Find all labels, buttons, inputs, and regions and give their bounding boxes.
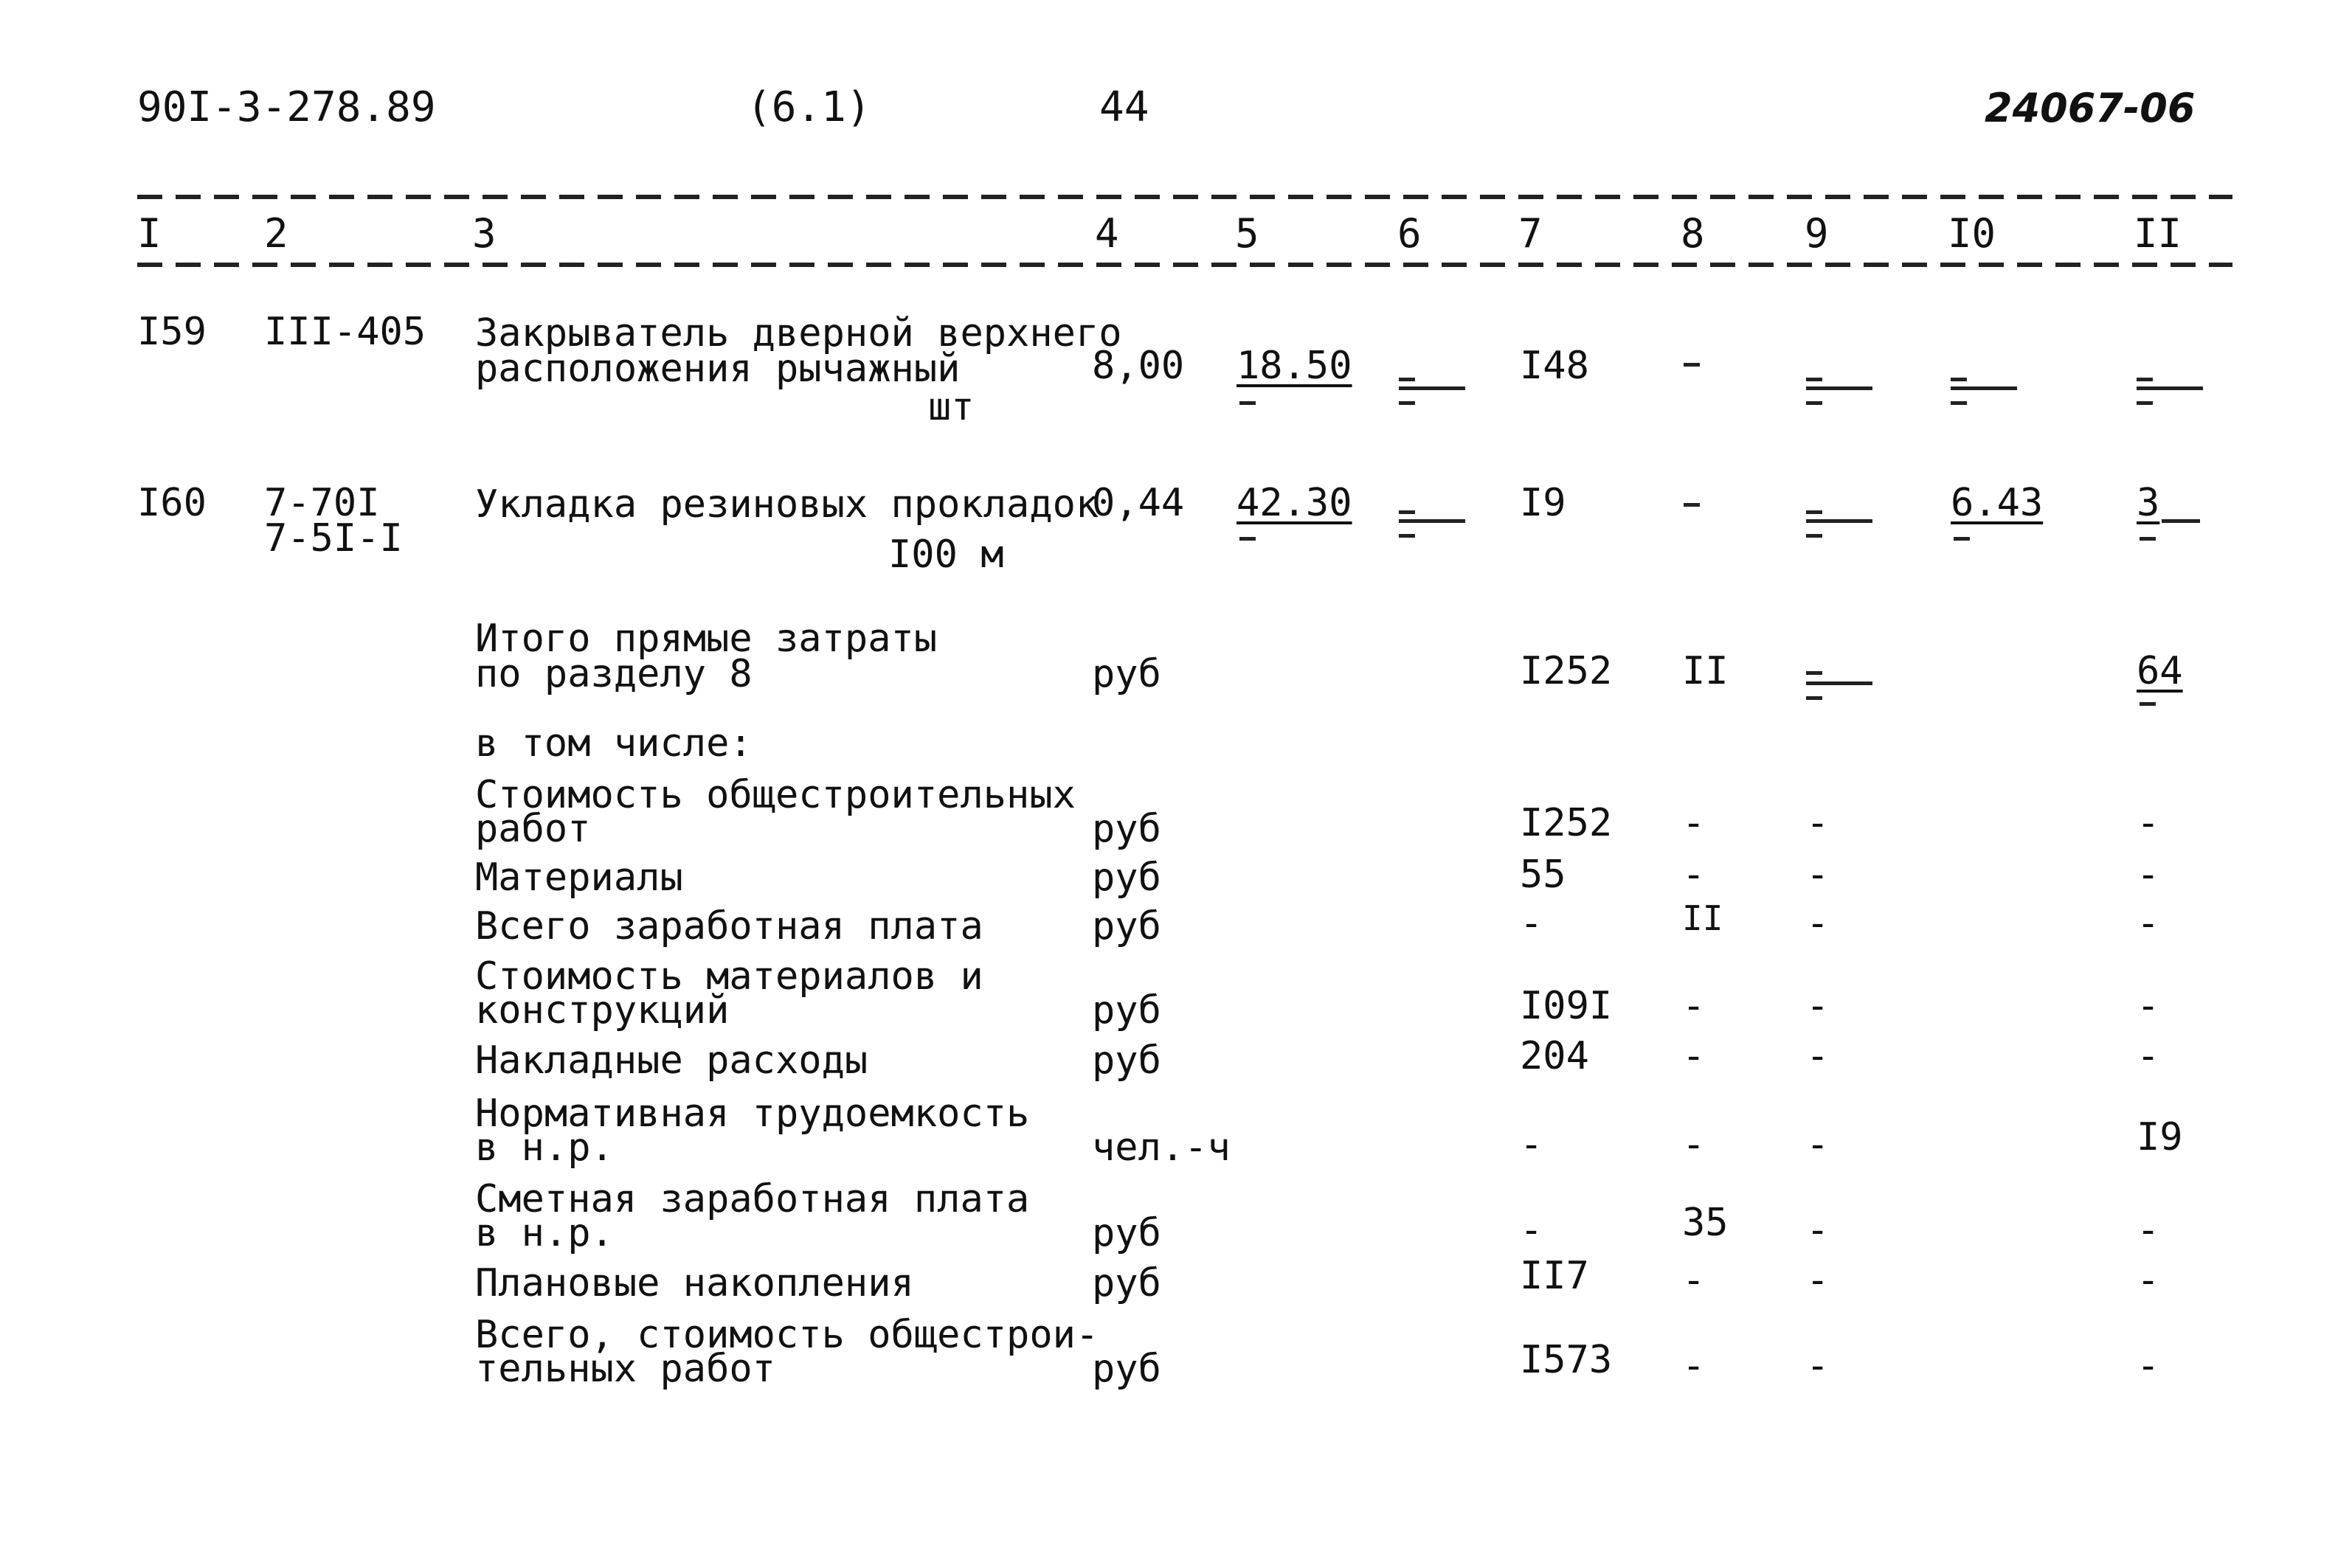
measure-unit: руб bbox=[1092, 988, 1161, 1033]
measure-unit: руб bbox=[1092, 856, 1161, 900]
cell-value: 55 bbox=[1520, 853, 1566, 897]
cell-value: - bbox=[1806, 853, 1830, 897]
cell-value: - bbox=[1806, 1258, 1830, 1302]
empty-mark bbox=[1399, 534, 1415, 538]
empty-mark bbox=[1806, 534, 1822, 538]
empty-mark bbox=[1684, 503, 1700, 507]
empty-mark bbox=[2137, 386, 2203, 390]
cell-value: - bbox=[1806, 984, 1830, 1028]
work-name: Укладка резиновых прокладок bbox=[475, 482, 1099, 527]
empty-mark bbox=[2140, 537, 2156, 541]
cell-value: - bbox=[2137, 901, 2160, 946]
cell-value: I573 bbox=[1520, 1338, 1613, 1382]
empty-mark bbox=[1399, 510, 1415, 514]
summary-label: Всего, стоимость общестрои- bbox=[475, 1313, 1099, 1357]
header-bottom-rule bbox=[137, 263, 2232, 267]
empty-mark bbox=[1239, 401, 1256, 405]
row-number: I59 bbox=[137, 310, 207, 354]
total-label: Итого прямые затраты bbox=[475, 617, 938, 661]
cell-value: - bbox=[1682, 1344, 1706, 1388]
norm-code: 7-5I-I bbox=[264, 516, 403, 561]
measure-unit: руб bbox=[1092, 1038, 1161, 1083]
unit-price: 18.50 bbox=[1236, 344, 1352, 388]
measure-unit: руб bbox=[1092, 904, 1161, 948]
column-header: 6 bbox=[1397, 210, 1422, 257]
cell-value: I9 bbox=[1520, 481, 1566, 525]
cell-value: - bbox=[1682, 1034, 1706, 1078]
cell-value: 64 bbox=[2137, 649, 2183, 693]
empty-mark bbox=[1806, 671, 1822, 675]
empty-mark bbox=[1806, 510, 1822, 514]
cell-value: - bbox=[2137, 1344, 2160, 1388]
norm-code: III-405 bbox=[264, 310, 426, 354]
work-name: расположения рычажный bbox=[475, 347, 961, 391]
cell-value: - bbox=[1806, 1208, 1830, 1252]
cell-value: - bbox=[1682, 801, 1706, 845]
column-header: 5 bbox=[1235, 210, 1259, 257]
column-header: 3 bbox=[472, 210, 497, 257]
column-header: 9 bbox=[1805, 210, 1829, 257]
empty-mark bbox=[1954, 537, 1970, 541]
cell-value: - bbox=[1682, 1123, 1706, 1167]
cell-value: - bbox=[1806, 901, 1830, 946]
cell-value: I9 bbox=[2137, 1115, 2183, 1159]
cell-value: - bbox=[2137, 1034, 2160, 1078]
cell-value: II7 bbox=[1520, 1254, 1589, 1298]
summary-label: Плановые накопления bbox=[475, 1261, 914, 1305]
empty-mark bbox=[1684, 363, 1700, 367]
cell-value: - bbox=[2137, 1208, 2160, 1252]
summary-label: Стоимость общестроительных bbox=[475, 773, 1076, 817]
cell-value: - bbox=[1806, 1123, 1830, 1167]
column-header: 7 bbox=[1518, 210, 1543, 257]
archive-stamp: 24067-06 bbox=[1985, 85, 2196, 131]
measure-unit: чел.-ч bbox=[1092, 1125, 1231, 1170]
empty-mark bbox=[1399, 386, 1465, 390]
empty-mark bbox=[1399, 401, 1415, 405]
empty-mark bbox=[1239, 537, 1256, 541]
cell-value: - bbox=[2137, 801, 2160, 845]
cell-value: I252 bbox=[1520, 649, 1613, 693]
header-top-rule bbox=[137, 195, 2232, 199]
summary-label: в н.р. bbox=[475, 1211, 614, 1255]
summary-label: Сметная заработная плата bbox=[475, 1177, 1030, 1221]
measure-unit: I00 м bbox=[888, 533, 1004, 577]
cell-value: - bbox=[1520, 1123, 1543, 1167]
cell-value: II bbox=[1682, 649, 1729, 693]
column-header: I bbox=[137, 210, 162, 257]
measure-unit: шт bbox=[928, 385, 975, 429]
summary-label: конструкций bbox=[475, 988, 730, 1033]
column-header: II bbox=[2134, 210, 2182, 257]
cell-value: - bbox=[1682, 984, 1706, 1028]
cell-value: - bbox=[1682, 853, 1706, 897]
column-header: 4 bbox=[1095, 210, 1119, 257]
empty-mark bbox=[1399, 378, 1415, 381]
quantity: 8,00 bbox=[1092, 344, 1185, 388]
page-number: 44 bbox=[1099, 83, 1149, 131]
measure-unit: руб bbox=[1092, 1261, 1161, 1305]
empty-mark bbox=[1806, 681, 1872, 685]
cell-value: 35 bbox=[1682, 1201, 1729, 1245]
empty-mark bbox=[2140, 702, 2156, 706]
empty-mark bbox=[2162, 519, 2200, 523]
norm-code: 7-70I bbox=[264, 481, 380, 525]
cell-value: - bbox=[2137, 1258, 2160, 1302]
column-header: 2 bbox=[264, 210, 288, 257]
cell-value: - bbox=[1682, 1258, 1706, 1302]
cell-value: I48 bbox=[1520, 344, 1589, 388]
row-number: I60 bbox=[137, 481, 207, 525]
cell-value: - bbox=[2137, 984, 2160, 1028]
empty-mark bbox=[1951, 378, 1967, 381]
empty-mark bbox=[1806, 519, 1872, 523]
column-header: I0 bbox=[1948, 210, 1996, 257]
empty-mark bbox=[1399, 519, 1465, 523]
empty-mark bbox=[1951, 386, 2017, 390]
summary-label: Всего заработная плата bbox=[475, 904, 983, 948]
cell-value: - bbox=[2137, 853, 2160, 897]
summary-label: Стоимость материалов и bbox=[475, 954, 983, 999]
measure-unit: руб bbox=[1092, 807, 1161, 851]
work-name: Закрыватель дверной верхнего bbox=[475, 311, 1122, 355]
empty-mark bbox=[1806, 378, 1822, 381]
cell-value: - bbox=[1520, 901, 1543, 946]
cell-value: - bbox=[1520, 1208, 1543, 1252]
measure-unit: руб bbox=[1092, 652, 1161, 696]
document-code: 90I-3-278.89 bbox=[137, 83, 436, 131]
summary-label: Материалы bbox=[475, 856, 683, 900]
summary-label: работ bbox=[475, 807, 591, 851]
empty-mark bbox=[1806, 696, 1822, 700]
summary-label: в н.р. bbox=[475, 1125, 614, 1170]
cell-value: I09I bbox=[1520, 984, 1613, 1028]
cell-value: - bbox=[1806, 801, 1830, 845]
measure-unit: руб bbox=[1092, 1211, 1161, 1255]
cell-value: - bbox=[1806, 1034, 1830, 1078]
cell-value: - bbox=[1806, 1344, 1830, 1388]
empty-mark bbox=[1951, 401, 1967, 405]
quantity: 0,44 bbox=[1092, 481, 1185, 525]
cell-value: II bbox=[1682, 898, 1723, 938]
empty-mark bbox=[2137, 401, 2153, 405]
cell-value: 3 bbox=[2137, 481, 2160, 525]
summary-label: Накладные расходы bbox=[475, 1038, 868, 1083]
cell-value: I252 bbox=[1520, 801, 1613, 845]
summary-label: тельных работ bbox=[475, 1347, 775, 1391]
measure-unit: руб bbox=[1092, 1347, 1161, 1391]
unit-price: 42.30 bbox=[1236, 481, 1352, 525]
section-number: (6.1) bbox=[747, 83, 871, 131]
column-header: 8 bbox=[1681, 210, 1705, 257]
summary-label: Нормативная трудоемкость bbox=[475, 1092, 1030, 1136]
cell-value: 6.43 bbox=[1951, 481, 2044, 525]
empty-mark bbox=[1806, 386, 1872, 390]
including-label: в том числе: bbox=[475, 721, 753, 766]
cell-value: 204 bbox=[1520, 1034, 1589, 1078]
empty-mark bbox=[2137, 378, 2153, 381]
empty-mark bbox=[1806, 401, 1822, 405]
total-label: по разделу 8 bbox=[475, 652, 753, 696]
